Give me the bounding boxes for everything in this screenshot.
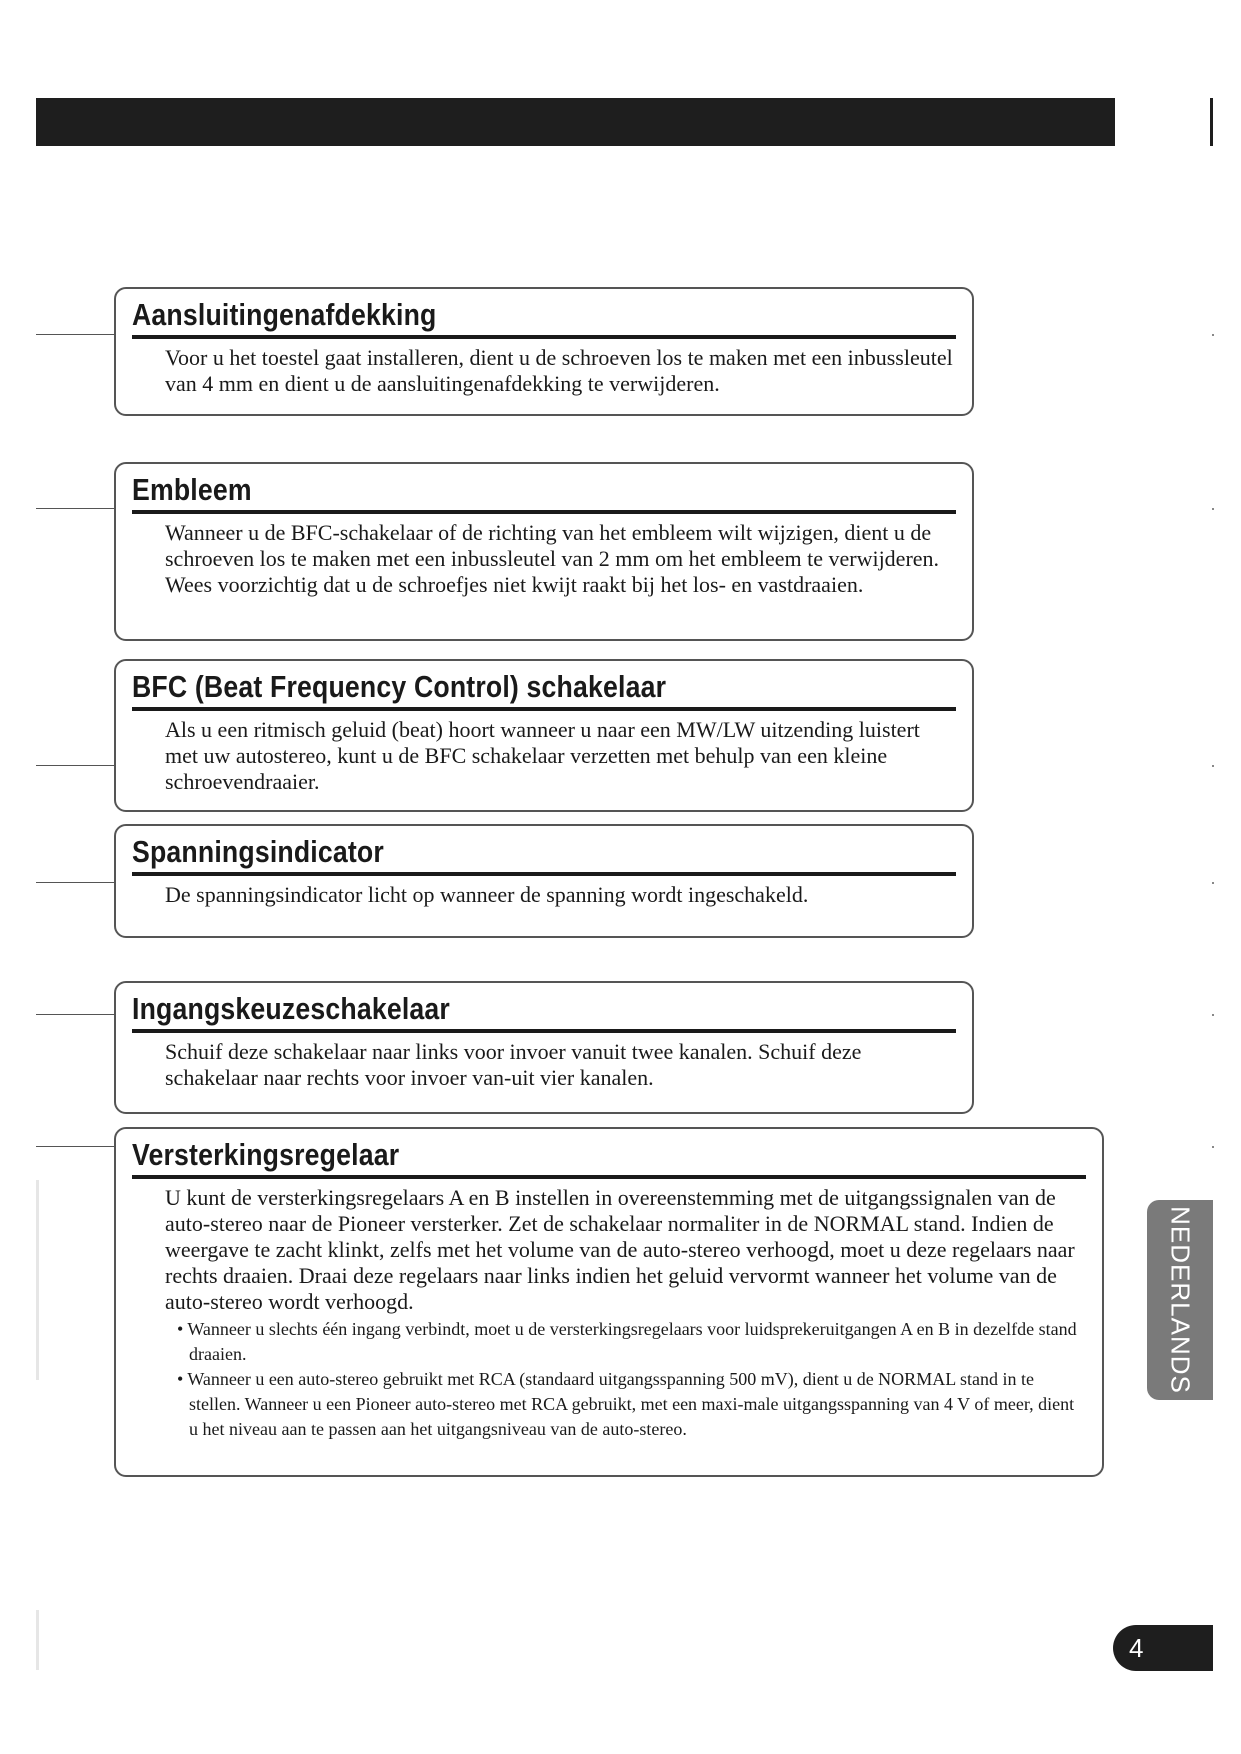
section-ingangskeuzeschakelaar bbox=[114, 981, 974, 1114]
leader-line bbox=[36, 882, 116, 883]
section-title: Versterkingsregelaar bbox=[132, 1137, 400, 1172]
title-rule bbox=[132, 872, 956, 876]
section-text: Schuif deze schakelaar naar links voor invoer vanuit twee kanalen. Schuif deze schakelaar naar rechts voor invoer van-uit vier kanalen. bbox=[165, 1039, 862, 1090]
page-number-tab bbox=[1113, 1625, 1213, 1671]
margin-line bbox=[36, 1610, 39, 1670]
language-label: NEDERLANDS bbox=[1165, 1206, 1196, 1394]
edge-tick bbox=[1212, 765, 1214, 767]
section-text: Wanneer u de BFC-schakelaar of de richting van het embleem wilt wijzigen, dient u de schroeven los te maken met een inbussleutel van 2 mm om het embleem te verwijderen. Wees voorzichtig dat u de schroefjes niet kwijt raakt bij het los- en vastdraaien. bbox=[165, 520, 940, 597]
title-rule bbox=[132, 1175, 1086, 1179]
edge-tick bbox=[1212, 508, 1214, 510]
section-text: De spanningsindicator licht op wanneer de spanning wordt ingeschakeld. bbox=[165, 882, 809, 907]
section-spanningsindicator bbox=[114, 824, 974, 938]
section-versterkingsregelaar bbox=[114, 1127, 1104, 1477]
header-edge-mark bbox=[1210, 98, 1213, 146]
note-item: • Wanneer u slechts één ingang verbindt, moet u de versterkingsregelaars voor luidsprekeruitgangen A en B in dezelfde stand draaien. bbox=[165, 1317, 1086, 1367]
section-text: U kunt de versterkingsregelaars A en B instellen in overeenstemming met de uitgangssignalen van de auto-stereo naar de Pioneer versterker. Zet de schakelaar normaliter in de NORMAL stand. Indien de weergave te zacht klinkt, zelfs met het volume van de auto-stereo verhoogd, moet u deze regelaars naar rechts draaien. Draai deze regelaars naar links indien het geluid vervormt wanneer het volume van de auto-stereo wordt verhoogd. bbox=[165, 1185, 1075, 1314]
leader-line bbox=[36, 1146, 116, 1147]
page-number: 4 bbox=[1129, 1633, 1144, 1663]
title-rule bbox=[132, 335, 956, 339]
section-text: Voor u het toestel gaat installeren, dient u de schroeven los te maken met een inbussleutel van 4 mm en dient u de aansluitingenafdekking te verwijderen. bbox=[165, 345, 953, 396]
section-embleem bbox=[114, 462, 974, 641]
leader-line bbox=[36, 765, 116, 766]
edge-tick bbox=[1212, 1146, 1214, 1148]
section-title: BFC (Beat Frequency Control) schakelaar bbox=[132, 669, 667, 704]
note-item: • Wanneer u een auto-stereo gebruikt met RCA (standaard uitgangsspanning 500 mV), dient u de NORMAL stand in te stellen. Wanneer u een Pioneer auto-stereo met RCA gebruikt, met een maxi-male uitgangsspanning van 4 V of meer, dient u het niveau aan te passen aan het uitgangsniveau van de auto-stereo. bbox=[165, 1367, 1086, 1442]
section-title: Ingangskeuzeschakelaar bbox=[132, 991, 450, 1026]
section-title: Aansluitingenafdekking bbox=[132, 297, 437, 332]
section-title: Spanningsindicator bbox=[132, 834, 384, 869]
title-rule bbox=[132, 1029, 956, 1033]
leader-line bbox=[36, 1014, 116, 1015]
leader-line bbox=[36, 334, 116, 335]
title-rule bbox=[132, 510, 956, 514]
margin-line bbox=[36, 1180, 39, 1380]
edge-tick bbox=[1212, 882, 1214, 884]
section-bfc-schakelaar bbox=[114, 659, 974, 812]
leader-line bbox=[36, 508, 116, 509]
section-aansluitingenafdekking bbox=[114, 287, 974, 416]
language-tab bbox=[1147, 1200, 1213, 1400]
note-list bbox=[165, 1317, 1086, 1442]
section-title: Embleem bbox=[132, 472, 252, 507]
section-text: Als u een ritmisch geluid (beat) hoort wanneer u naar een MW/LW uitzending luistert met uw autostereo, kunt u de BFC schakelaar verzetten met behulp van een kleine schroevendraaier. bbox=[165, 717, 920, 794]
edge-tick bbox=[1212, 1014, 1214, 1016]
header-bar bbox=[36, 98, 1115, 146]
title-rule bbox=[132, 707, 956, 711]
edge-tick bbox=[1212, 334, 1214, 336]
